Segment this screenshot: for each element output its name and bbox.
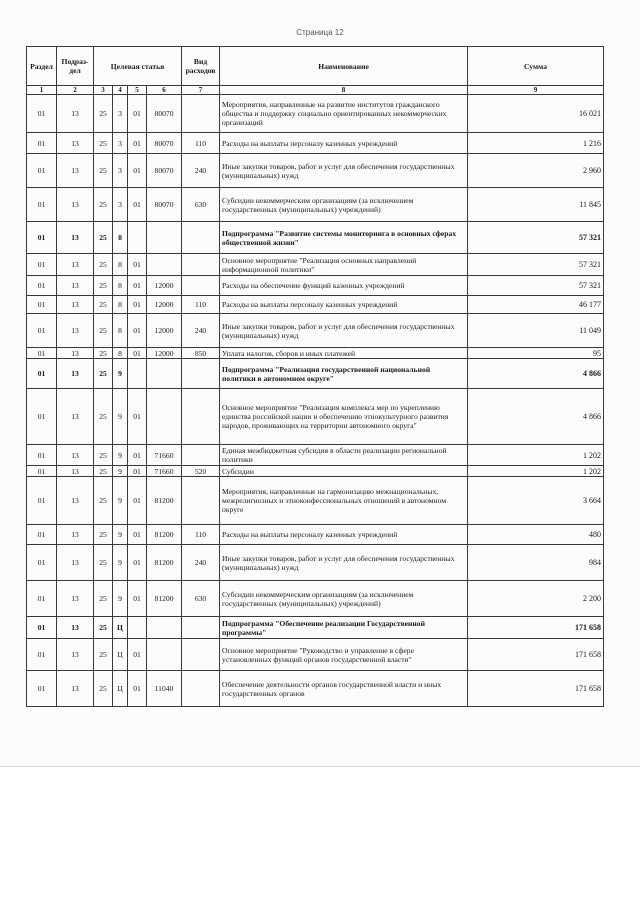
cell-cs-subprogram: Ц bbox=[113, 671, 128, 707]
cell-name: Иные закупки товаров, работ и услуг для обеспечения государственных (муниципальных) нужд bbox=[220, 314, 468, 348]
col-number: 3 bbox=[94, 86, 113, 95]
cell-cs-subprogram: Ц bbox=[113, 639, 128, 671]
cell-razdel: 01 bbox=[27, 581, 57, 617]
cell-name: Мероприятия, направленные на гармонизацию межнациональных, межрелигиозных и этноконфессиональных отношений в автономном округе bbox=[220, 477, 468, 525]
cell-vid-rashodov bbox=[182, 254, 220, 276]
cell-name: Расходы на выплаты персоналу казенных учреждений bbox=[220, 296, 468, 314]
cell-cs-measure: 01 bbox=[128, 95, 147, 133]
cell-cs-program: 25 bbox=[94, 222, 113, 254]
col-header-celevaya: Целевая статья bbox=[94, 47, 182, 86]
cell-cs-direction: 71660 bbox=[147, 445, 182, 466]
cell-razdel: 01 bbox=[27, 95, 57, 133]
cell-cs-subprogram: 3 bbox=[113, 95, 128, 133]
cell-razdel: 01 bbox=[27, 477, 57, 525]
cell-sum: 11 049 bbox=[468, 314, 604, 348]
cell-vid-rashodov: 110 bbox=[182, 525, 220, 545]
cell-podrazdel: 13 bbox=[57, 639, 94, 671]
cell-name: Расходы на обеспечение функций казенных учреждений bbox=[220, 276, 468, 296]
cell-cs-program: 25 bbox=[94, 154, 113, 188]
cell-podrazdel: 13 bbox=[57, 314, 94, 348]
table-row bbox=[27, 133, 604, 154]
table-row bbox=[27, 671, 604, 707]
cell-vid-rashodov bbox=[182, 389, 220, 445]
table-body bbox=[27, 95, 604, 707]
table-row bbox=[27, 222, 604, 254]
cell-cs-subprogram: 9 bbox=[113, 389, 128, 445]
cell-cs-measure: 01 bbox=[128, 314, 147, 348]
cell-cs-measure bbox=[128, 222, 147, 254]
col-number: 8 bbox=[220, 86, 468, 95]
cell-name: Расходы на выплаты персоналу казенных учреждений bbox=[220, 133, 468, 154]
cell-sum: 480 bbox=[468, 525, 604, 545]
cell-sum: 2 200 bbox=[468, 581, 604, 617]
table-row bbox=[27, 254, 604, 276]
cell-cs-direction: 12000 bbox=[147, 348, 182, 359]
cell-cs-program: 25 bbox=[94, 466, 113, 477]
cell-name: Иные закупки товаров, работ и услуг для обеспечения государственных (муниципальных) нужд bbox=[220, 154, 468, 188]
cell-razdel: 01 bbox=[27, 617, 57, 639]
cell-cs-program: 25 bbox=[94, 639, 113, 671]
col-number: 9 bbox=[468, 86, 604, 95]
cell-cs-measure: 01 bbox=[128, 525, 147, 545]
cell-name: Подпрограмма "Развитие системы мониторинга в основных сферах общественной жизни" bbox=[220, 222, 468, 254]
cell-name: Иные закупки товаров, работ и услуг для обеспечения государственных (муниципальных) нужд bbox=[220, 545, 468, 581]
cell-cs-direction bbox=[147, 639, 182, 671]
cell-cs-program: 25 bbox=[94, 188, 113, 222]
cell-cs-measure: 01 bbox=[128, 477, 147, 525]
cell-razdel: 01 bbox=[27, 389, 57, 445]
cell-cs-direction: 80070 bbox=[147, 95, 182, 133]
table-row bbox=[27, 525, 604, 545]
cell-cs-program: 25 bbox=[94, 445, 113, 466]
cell-razdel: 01 bbox=[27, 133, 57, 154]
cell-vid-rashodov: 850 bbox=[182, 348, 220, 359]
cell-cs-direction: 80070 bbox=[147, 133, 182, 154]
header-row bbox=[27, 47, 604, 86]
cell-podrazdel: 13 bbox=[57, 254, 94, 276]
table-row bbox=[27, 154, 604, 188]
cell-podrazdel: 13 bbox=[57, 188, 94, 222]
cell-cs-measure: 01 bbox=[128, 254, 147, 276]
cell-podrazdel: 13 bbox=[57, 525, 94, 545]
table-row bbox=[27, 466, 604, 477]
cell-cs-subprogram: 3 bbox=[113, 133, 128, 154]
cell-sum: 57 321 bbox=[468, 254, 604, 276]
cell-sum: 3 664 bbox=[468, 477, 604, 525]
cell-cs-program: 25 bbox=[94, 477, 113, 525]
cell-cs-direction bbox=[147, 617, 182, 639]
cell-cs-measure: 01 bbox=[128, 276, 147, 296]
cell-razdel: 01 bbox=[27, 525, 57, 545]
col-header-summa: Сумма bbox=[468, 47, 604, 86]
cell-cs-subprogram: 8 bbox=[113, 314, 128, 348]
cell-sum: 11 845 bbox=[468, 188, 604, 222]
cell-cs-measure: 01 bbox=[128, 389, 147, 445]
cell-cs-measure: 01 bbox=[128, 296, 147, 314]
cell-sum: 1 216 bbox=[468, 133, 604, 154]
cell-cs-subprogram: 3 bbox=[113, 154, 128, 188]
cell-cs-program: 25 bbox=[94, 581, 113, 617]
cell-sum: 171 658 bbox=[468, 617, 604, 639]
cell-razdel: 01 bbox=[27, 254, 57, 276]
cell-vid-rashodov bbox=[182, 95, 220, 133]
col-header-vid: Вид расходов bbox=[182, 47, 220, 86]
cell-cs-program: 25 bbox=[94, 389, 113, 445]
cell-cs-measure: 01 bbox=[128, 545, 147, 581]
cell-cs-direction: 11040 bbox=[147, 671, 182, 707]
cell-sum: 2 960 bbox=[468, 154, 604, 188]
cell-podrazdel: 13 bbox=[57, 359, 94, 389]
cell-cs-direction: 12000 bbox=[147, 314, 182, 348]
cell-podrazdel: 13 bbox=[57, 617, 94, 639]
table-row bbox=[27, 581, 604, 617]
table-row bbox=[27, 389, 604, 445]
cell-cs-subprogram: 9 bbox=[113, 545, 128, 581]
cell-sum: 171 658 bbox=[468, 639, 604, 671]
cell-sum: 171 658 bbox=[468, 671, 604, 707]
table-row bbox=[27, 296, 604, 314]
cell-cs-direction: 81200 bbox=[147, 525, 182, 545]
cell-name: Субсидии некоммерческим организациям (за исключением государственных (муниципальных) учреждений) bbox=[220, 188, 468, 222]
cell-name: Подпрограмма "Реализация государственной национальной политики в автономном округе" bbox=[220, 359, 468, 389]
cell-sum: 984 bbox=[468, 545, 604, 581]
cell-cs-program: 25 bbox=[94, 95, 113, 133]
cell-name: Единая межбюджетная субсидия в области реализации региональной политики bbox=[220, 445, 468, 466]
cell-cs-program: 25 bbox=[94, 296, 113, 314]
cell-cs-measure: 01 bbox=[128, 639, 147, 671]
cell-name: Обеспечение деятельности органов государственной власти и иных государственных органов bbox=[220, 671, 468, 707]
cell-podrazdel: 13 bbox=[57, 581, 94, 617]
cell-podrazdel: 13 bbox=[57, 276, 94, 296]
page-number-header: Страница 12 bbox=[296, 28, 344, 37]
cell-vid-rashodov bbox=[182, 445, 220, 466]
cell-vid-rashodov bbox=[182, 359, 220, 389]
cell-razdel: 01 bbox=[27, 671, 57, 707]
cell-podrazdel: 13 bbox=[57, 466, 94, 477]
cell-cs-program: 25 bbox=[94, 671, 113, 707]
cell-cs-measure: 01 bbox=[128, 466, 147, 477]
cell-cs-subprogram: 3 bbox=[113, 188, 128, 222]
cell-cs-measure: 01 bbox=[128, 348, 147, 359]
cell-cs-subprogram: 9 bbox=[113, 525, 128, 545]
cell-podrazdel: 13 bbox=[57, 445, 94, 466]
column-number-row bbox=[27, 86, 604, 95]
table-row bbox=[27, 314, 604, 348]
cell-cs-program: 25 bbox=[94, 359, 113, 389]
cell-razdel: 01 bbox=[27, 188, 57, 222]
col-header-podrazdel: Подраз-дел bbox=[57, 47, 94, 86]
cell-razdel: 01 bbox=[27, 276, 57, 296]
cell-cs-program: 25 bbox=[94, 525, 113, 545]
budget-table bbox=[26, 46, 604, 707]
cell-vid-rashodov bbox=[182, 639, 220, 671]
cell-cs-direction: 12000 bbox=[147, 276, 182, 296]
cell-vid-rashodov: 240 bbox=[182, 314, 220, 348]
cell-cs-subprogram: 9 bbox=[113, 581, 128, 617]
col-number: 7 bbox=[182, 86, 220, 95]
cell-cs-subprogram: 8 bbox=[113, 296, 128, 314]
cell-cs-program: 25 bbox=[94, 617, 113, 639]
cell-cs-subprogram: 8 bbox=[113, 348, 128, 359]
col-header-razdel: Раздел bbox=[27, 47, 57, 86]
cell-sum: 57 321 bbox=[468, 276, 604, 296]
cell-podrazdel: 13 bbox=[57, 348, 94, 359]
cell-razdel: 01 bbox=[27, 639, 57, 671]
cell-vid-rashodov bbox=[182, 617, 220, 639]
cell-cs-direction: 81200 bbox=[147, 477, 182, 525]
cell-cs-direction bbox=[147, 222, 182, 254]
cell-sum: 95 bbox=[468, 348, 604, 359]
cell-cs-measure: 01 bbox=[128, 581, 147, 617]
table-row bbox=[27, 545, 604, 581]
cell-cs-subprogram: 9 bbox=[113, 466, 128, 477]
cell-cs-measure: 01 bbox=[128, 671, 147, 707]
cell-cs-direction bbox=[147, 389, 182, 445]
cell-podrazdel: 13 bbox=[57, 95, 94, 133]
cell-cs-subprogram: 8 bbox=[113, 276, 128, 296]
col-number: 5 bbox=[128, 86, 147, 95]
cell-cs-direction: 71660 bbox=[147, 466, 182, 477]
table-row bbox=[27, 639, 604, 671]
cell-sum: 46 177 bbox=[468, 296, 604, 314]
cell-vid-rashodov: 240 bbox=[182, 154, 220, 188]
cell-podrazdel: 13 bbox=[57, 296, 94, 314]
cell-cs-subprogram: 8 bbox=[113, 254, 128, 276]
table-row bbox=[27, 276, 604, 296]
col-number: 6 bbox=[147, 86, 182, 95]
cell-name: Основное мероприятие "Реализация основных направлений информационной политики" bbox=[220, 254, 468, 276]
cell-podrazdel: 13 bbox=[57, 222, 94, 254]
cell-cs-measure: 01 bbox=[128, 445, 147, 466]
cell-cs-subprogram: Ц bbox=[113, 617, 128, 639]
cell-razdel: 01 bbox=[27, 348, 57, 359]
cell-cs-measure bbox=[128, 359, 147, 389]
cell-vid-rashodov bbox=[182, 222, 220, 254]
cell-name: Основное мероприятие "Руководство и управление в сфере установленных функций органов государственной власти" bbox=[220, 639, 468, 671]
cell-razdel: 01 bbox=[27, 154, 57, 188]
cell-cs-direction: 80070 bbox=[147, 154, 182, 188]
cell-cs-program: 25 bbox=[94, 276, 113, 296]
cell-cs-measure: 01 bbox=[128, 188, 147, 222]
cell-name: Подпрограмма "Обеспечение реализации Государственной программы" bbox=[220, 617, 468, 639]
cell-cs-direction bbox=[147, 254, 182, 276]
cell-vid-rashodov: 110 bbox=[182, 133, 220, 154]
cell-razdel: 01 bbox=[27, 445, 57, 466]
cell-cs-direction: 12000 bbox=[147, 296, 182, 314]
cell-cs-program: 25 bbox=[94, 348, 113, 359]
cell-cs-subprogram: 8 bbox=[113, 222, 128, 254]
table-row bbox=[27, 445, 604, 466]
table-row bbox=[27, 188, 604, 222]
cell-podrazdel: 13 bbox=[57, 477, 94, 525]
cell-cs-program: 25 bbox=[94, 254, 113, 276]
cell-vid-rashodov bbox=[182, 276, 220, 296]
cell-razdel: 01 bbox=[27, 222, 57, 254]
table-row bbox=[27, 617, 604, 639]
cell-sum: 4 866 bbox=[468, 389, 604, 445]
cell-name: Основное мероприятие "Реализация комплекса мер по укреплению единства российской нации и обеспечению этнокультурного развития народов, проживающих на территории автономного округа" bbox=[220, 389, 468, 445]
table-row bbox=[27, 348, 604, 359]
cell-name: Мероприятия, направленные на развитие институтов гражданского общества и поддержку социально ориентированных некоммерческих организаций bbox=[220, 95, 468, 133]
cell-cs-program: 25 bbox=[94, 133, 113, 154]
cell-vid-rashodov: 110 bbox=[182, 296, 220, 314]
col-number: 4 bbox=[113, 86, 128, 95]
col-header-naim: Наименование bbox=[220, 47, 468, 86]
cell-podrazdel: 13 bbox=[57, 133, 94, 154]
cell-razdel: 01 bbox=[27, 359, 57, 389]
cell-vid-rashodov bbox=[182, 477, 220, 525]
cell-vid-rashodov: 630 bbox=[182, 581, 220, 617]
cell-sum: 57 321 bbox=[468, 222, 604, 254]
table-row bbox=[27, 477, 604, 525]
cell-vid-rashodov: 520 bbox=[182, 466, 220, 477]
cell-name: Расходы на выплаты персоналу казенных учреждений bbox=[220, 525, 468, 545]
table-row bbox=[27, 95, 604, 133]
cell-cs-direction bbox=[147, 359, 182, 389]
cell-razdel: 01 bbox=[27, 296, 57, 314]
cell-sum: 1 202 bbox=[468, 445, 604, 466]
cell-cs-direction: 81200 bbox=[147, 581, 182, 617]
cell-cs-subprogram: 9 bbox=[113, 445, 128, 466]
col-number: 2 bbox=[57, 86, 94, 95]
cell-razdel: 01 bbox=[27, 466, 57, 477]
cell-vid-rashodov: 630 bbox=[182, 188, 220, 222]
cell-vid-rashodov bbox=[182, 671, 220, 707]
cell-vid-rashodov: 240 bbox=[182, 545, 220, 581]
cell-name: Уплата налогов, сборов и иных платежей bbox=[220, 348, 468, 359]
table-row bbox=[27, 359, 604, 389]
cell-name: Субсидии bbox=[220, 466, 468, 477]
cell-cs-subprogram: 9 bbox=[113, 359, 128, 389]
cell-cs-direction: 81200 bbox=[147, 545, 182, 581]
cell-podrazdel: 13 bbox=[57, 545, 94, 581]
cell-sum: 4 866 bbox=[468, 359, 604, 389]
cell-cs-measure: 01 bbox=[128, 154, 147, 188]
col-number: 1 bbox=[27, 86, 57, 95]
cell-razdel: 01 bbox=[27, 314, 57, 348]
cell-cs-subprogram: 9 bbox=[113, 477, 128, 525]
cell-podrazdel: 13 bbox=[57, 389, 94, 445]
cell-sum: 1 202 bbox=[468, 466, 604, 477]
cell-name: Субсидии некоммерческим организациям (за исключением государственных (муниципальных) учреждений) bbox=[220, 581, 468, 617]
cell-cs-measure: 01 bbox=[128, 133, 147, 154]
cell-cs-program: 25 bbox=[94, 314, 113, 348]
cell-cs-direction: 80070 bbox=[147, 188, 182, 222]
cell-podrazdel: 13 bbox=[57, 154, 94, 188]
cell-cs-measure bbox=[128, 617, 147, 639]
cell-podrazdel: 13 bbox=[57, 671, 94, 707]
cell-cs-program: 25 bbox=[94, 545, 113, 581]
cell-sum: 16 021 bbox=[468, 95, 604, 133]
cell-razdel: 01 bbox=[27, 545, 57, 581]
